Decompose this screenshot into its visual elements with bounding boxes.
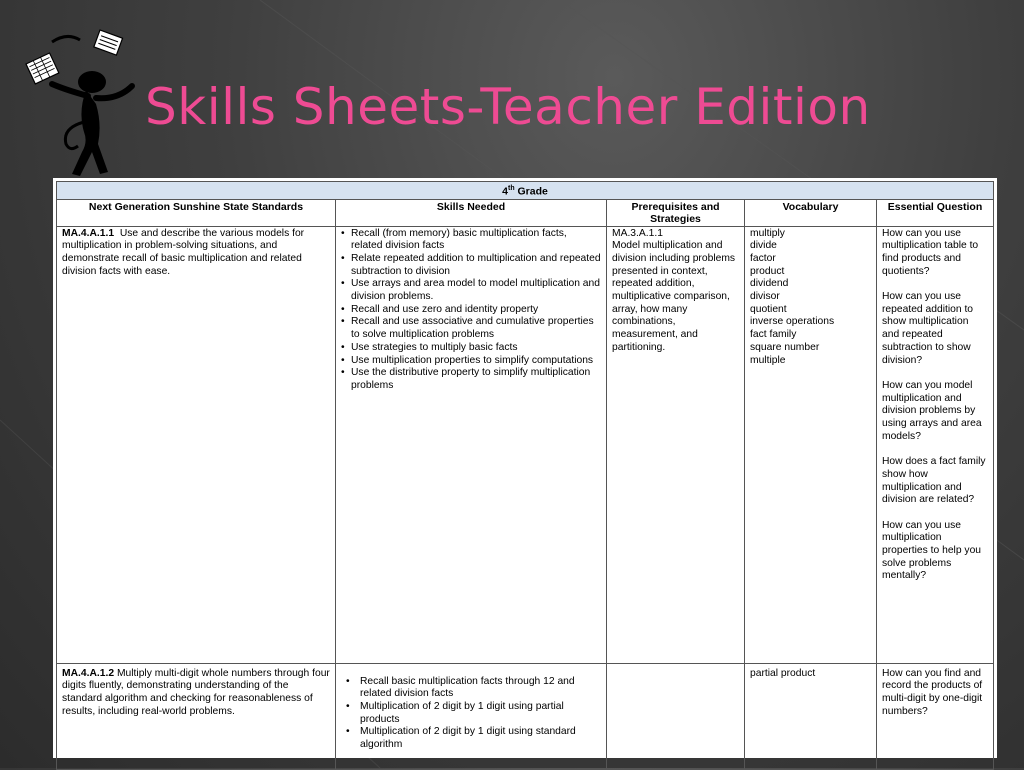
question-cell: [877, 663, 994, 769]
slide-title: Skills Sheets-Teacher Edition: [145, 78, 871, 136]
header-vocab: Vocabulary: [745, 199, 877, 226]
standard-cell: [57, 663, 336, 769]
list-item: • Relate repeated addition to multiplication and repeated subtraction to division: [341, 252, 601, 277]
standard-text: Multiply multi-digit whole numbers through four digits fluently, demonstrating understanding of the standard algorithm and checking for reasonableness of results, including real-world problems.: [62, 667, 330, 717]
skills-sheet-document: [53, 178, 997, 758]
list-item: • Multiplication of 2 digit by 1 digit using standard algorithm: [346, 726, 576, 751]
essential-question: How can you use multiplication table to find products and quotients?: [882, 227, 979, 277]
list-item: • Recall basic multiplication facts through 12 and related division facts: [346, 675, 575, 700]
list-item: • Multiplication of 2 digit by 1 digit using partial products: [346, 700, 564, 725]
skill-text: Recall basic multiplication facts through 12 and related division facts: [360, 675, 575, 700]
skill-text: Multiplication of 2 digit by 1 digit using standard algorithm: [360, 726, 576, 751]
header-prereq: Prerequisites and Strategies: [607, 199, 745, 226]
list-item: • Use the distributive property to simplify multiplication problems: [341, 367, 591, 391]
essential-question: How can you use repeated addition to show multiplication and repeated subtraction to show division?: [882, 291, 974, 366]
skill-text: Use the distributive property to simplify multiplication problems: [351, 367, 591, 391]
essential-question: How can you model multiplication and division problems by using arrays and area models?: [882, 379, 982, 442]
skills-list: [341, 676, 601, 752]
grade-header: [57, 182, 994, 200]
skill-text: Recall and use associative and cumulative properties to solve multiplication problems: [351, 316, 594, 341]
vocab-cell: [745, 226, 877, 663]
vocab-term: inverse operations: [750, 316, 835, 328]
vocab-term: fact family: [750, 329, 797, 341]
vocab-term: quotient: [750, 303, 787, 315]
vocab-term: multiply: [750, 227, 785, 239]
vocab-term: factor: [750, 252, 776, 264]
table-row: [57, 226, 994, 663]
skill-text: Multiplication of 2 digit by 1 digit using partial products: [360, 700, 564, 725]
prereq-cell: [607, 663, 745, 769]
skill-text: Use multiplication properties to simplify computations: [351, 354, 594, 366]
vocab-term: divisor: [750, 291, 780, 303]
grade-header-row: [57, 182, 994, 200]
vocab-term: divide: [750, 240, 777, 252]
question-cell: [877, 226, 994, 663]
skills-cell: [336, 226, 607, 663]
standard-text: Use and describe the various models for multiplication in problem-solving situations, and demonstrate recall of basic multiplication and related division facts with ease.: [62, 227, 305, 277]
list-item: • Recall and use associative and cumulative properties to solve multiplication problems: [341, 316, 594, 341]
skill-text: Recall (from memory) basic multiplication facts, related division facts: [351, 227, 567, 252]
list-item: • Use arrays and area model to model multiplication and division problems.: [341, 278, 600, 303]
skill-text: Recall and use zero and identity property: [351, 303, 539, 315]
prereq-cell: [607, 226, 745, 663]
skill-text: Use strategies to multiply basic facts: [351, 341, 518, 353]
essential-question: How can you use multiplication properties to help you solve problems mentally?: [882, 519, 982, 582]
vocab-term: multiple: [750, 354, 786, 366]
skills-table: [56, 181, 994, 770]
header-standards: Next Generation Sunshine State Standards: [57, 199, 336, 226]
list-item: • Recall (from memory) basic multiplication facts, related division facts: [341, 227, 567, 252]
list-item: • Recall and use zero and identity property: [341, 303, 539, 315]
skills-list: [341, 228, 601, 393]
grade-ordinal: th: [507, 185, 515, 192]
stick-figure-juggling-papers-icon: [22, 24, 142, 180]
skill-text: Use arrays and area model to model multiplication and division problems.: [351, 278, 600, 303]
skill-text: Relate repeated addition to multiplication and repeated subtraction to division: [351, 252, 601, 277]
prereq-code: MA.3.A.1.1: [612, 227, 663, 239]
standard-code: MA.4.A.1.1: [62, 227, 115, 239]
vocab-term: partial product: [750, 667, 816, 679]
vocab-cell: [745, 663, 877, 769]
prereq-text: Model multiplication and division including problems presented in context, repeated addition, multiplicative comparison, array, how many combinations, measurement, and partitioning.: [612, 240, 736, 353]
table-row: [57, 663, 994, 769]
grade-number: 4: [502, 185, 508, 198]
standard-code: MA.4.A.1.2: [62, 667, 115, 679]
essential-question: How does a fact family show how multiplication and division are related?: [882, 456, 986, 506]
skills-cell: [336, 663, 607, 769]
list-item: • Use strategies to multiply basic facts: [341, 341, 518, 353]
header-skills: Skills Needed: [336, 199, 607, 226]
standard-cell: [57, 226, 336, 663]
grade-word: Grade: [514, 185, 548, 198]
header-question: Essential Question: [877, 199, 994, 226]
column-header-row: [57, 199, 994, 226]
list-item: • Use multiplication properties to simplify computations: [341, 354, 594, 366]
essential-question: How can you find and record the products of multi-digit by one-digit numbers?: [882, 667, 983, 717]
vocab-term: square number: [750, 341, 820, 353]
vocab-term: product: [750, 265, 785, 277]
vocab-term: dividend: [750, 278, 789, 290]
